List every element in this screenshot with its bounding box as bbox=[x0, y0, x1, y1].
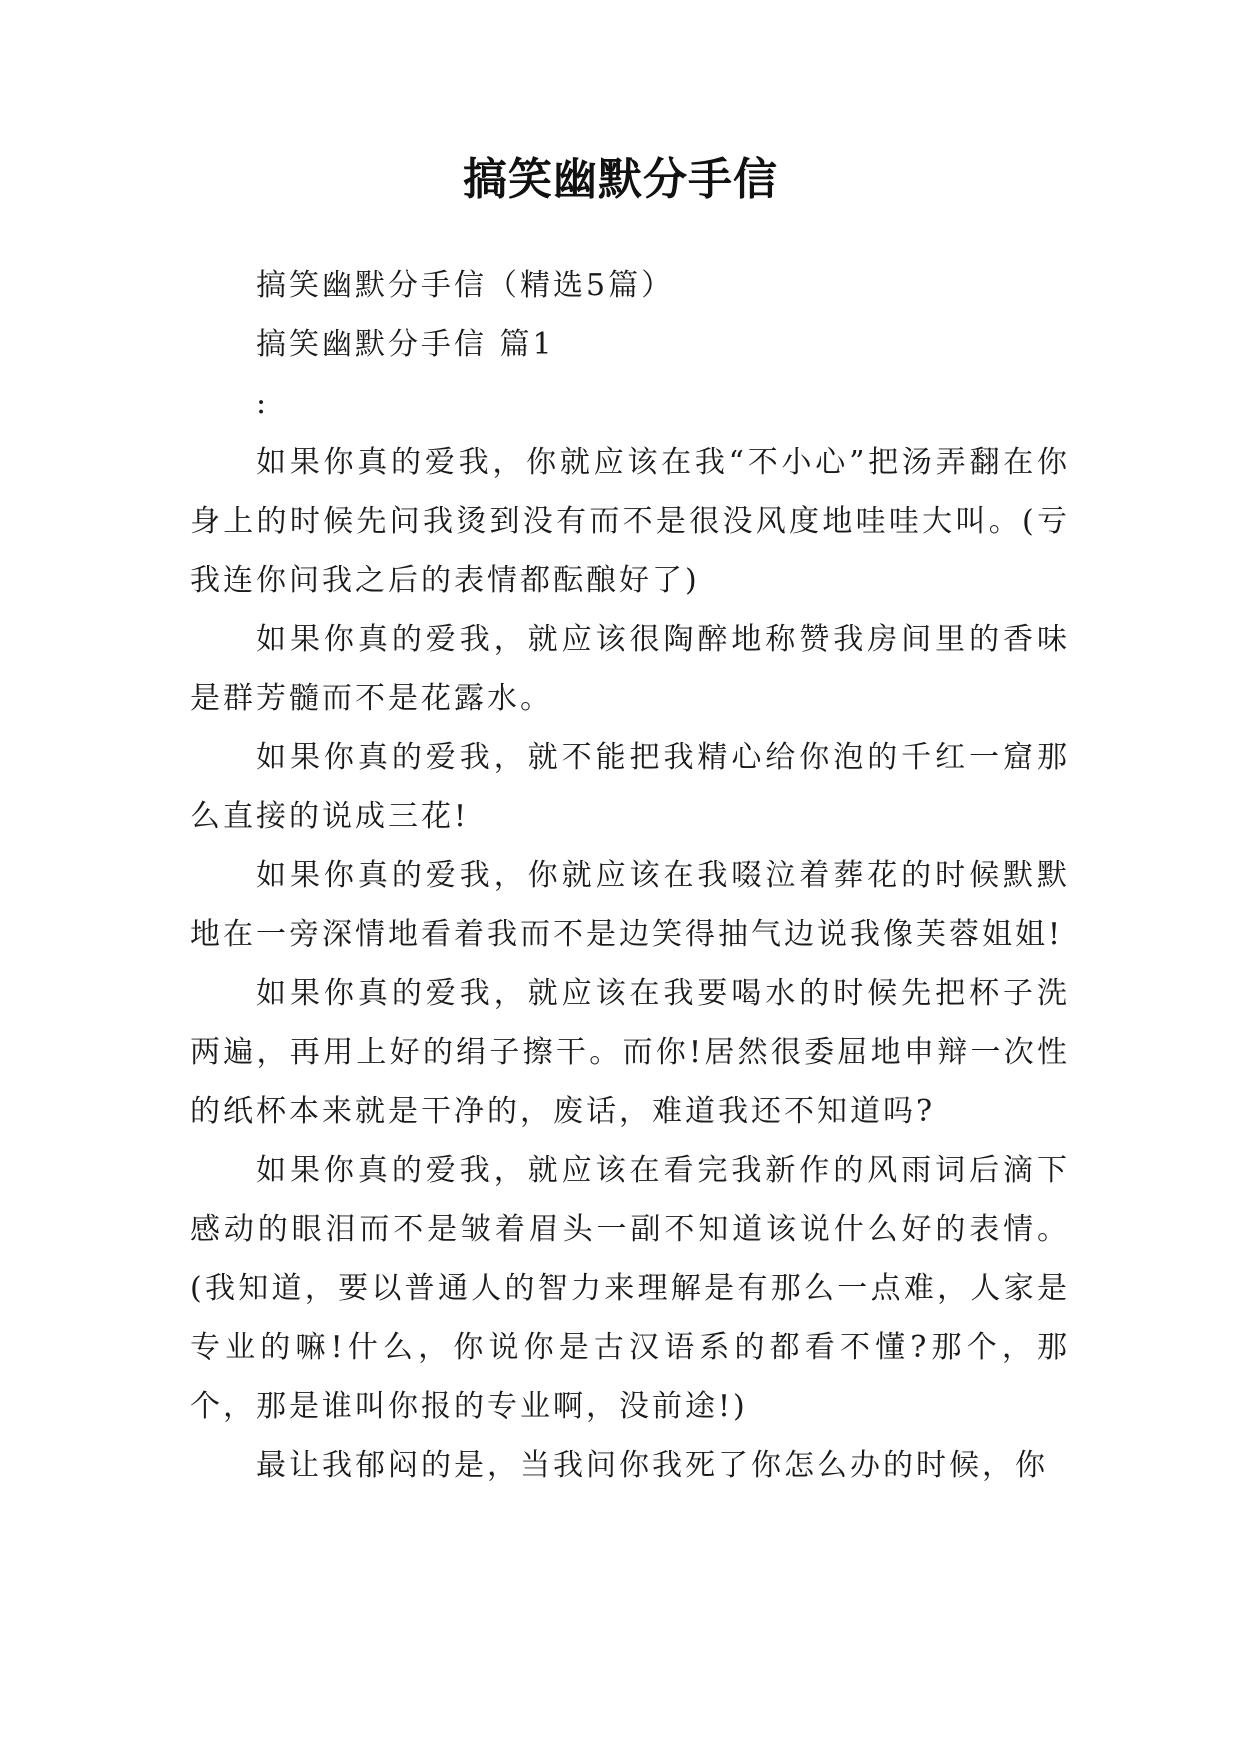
paragraph: 如果你真的爱我，就应该很陶醉地称赞我房间里的香味是群芳髓而不是花露水。 bbox=[190, 622, 1070, 716]
paragraph-section-heading: 搞笑幽默分手信 篇1 bbox=[256, 327, 555, 362]
paragraph: 最让我郁闷的是，当我问你我死了你怎么办的时候，你 bbox=[256, 1448, 1048, 1483]
paragraph: 如果你真的爱我，你就应该在我啜泣着葬花的时候默默地在一旁深情地看着我而不是边笑得抽气边说我像芙蓉姐姐! bbox=[190, 858, 1070, 952]
paragraph-subtitle: 搞笑幽默分手信（精选5篇） bbox=[256, 268, 675, 303]
paragraph-colon: : bbox=[256, 386, 270, 421]
paragraph: 如果你真的爱我，就应该在看完我新作的风雨词后滴下感动的眼泪而不是皱着眉头一副不知道该说什么好的表情。(我知道，要以普通人的智力来理解是有那么一点难，人家是专业的嘛!什么，你说你是古汉语系的都看不懂?那个，那个，那是谁叫你报的专业啊，没前途!) bbox=[190, 1153, 1070, 1424]
document-body bbox=[190, 256, 1070, 1495]
paragraph: 如果你真的爱我，就不能把我精心给你泡的千红一窟那么直接的说成三花! bbox=[190, 740, 1070, 834]
paragraph: 如果你真的爱我，就应该在我要喝水的时候先把杯子洗两遍，再用上好的绢子擦干。而你!居然很委屈地申辩一次性的纸杯本来就是干净的，废话，难道我还不知道吗? bbox=[190, 976, 1070, 1129]
document-title: 搞笑幽默分手信 bbox=[463, 154, 778, 205]
paragraph: 如果你真的爱我，你就应该在我“不小心”把汤弄翻在你身上的时候先问我烫到没有而不是很没风度地哇哇大叫。(亏我连你问我之后的表情都酝酿好了) bbox=[190, 445, 1070, 598]
